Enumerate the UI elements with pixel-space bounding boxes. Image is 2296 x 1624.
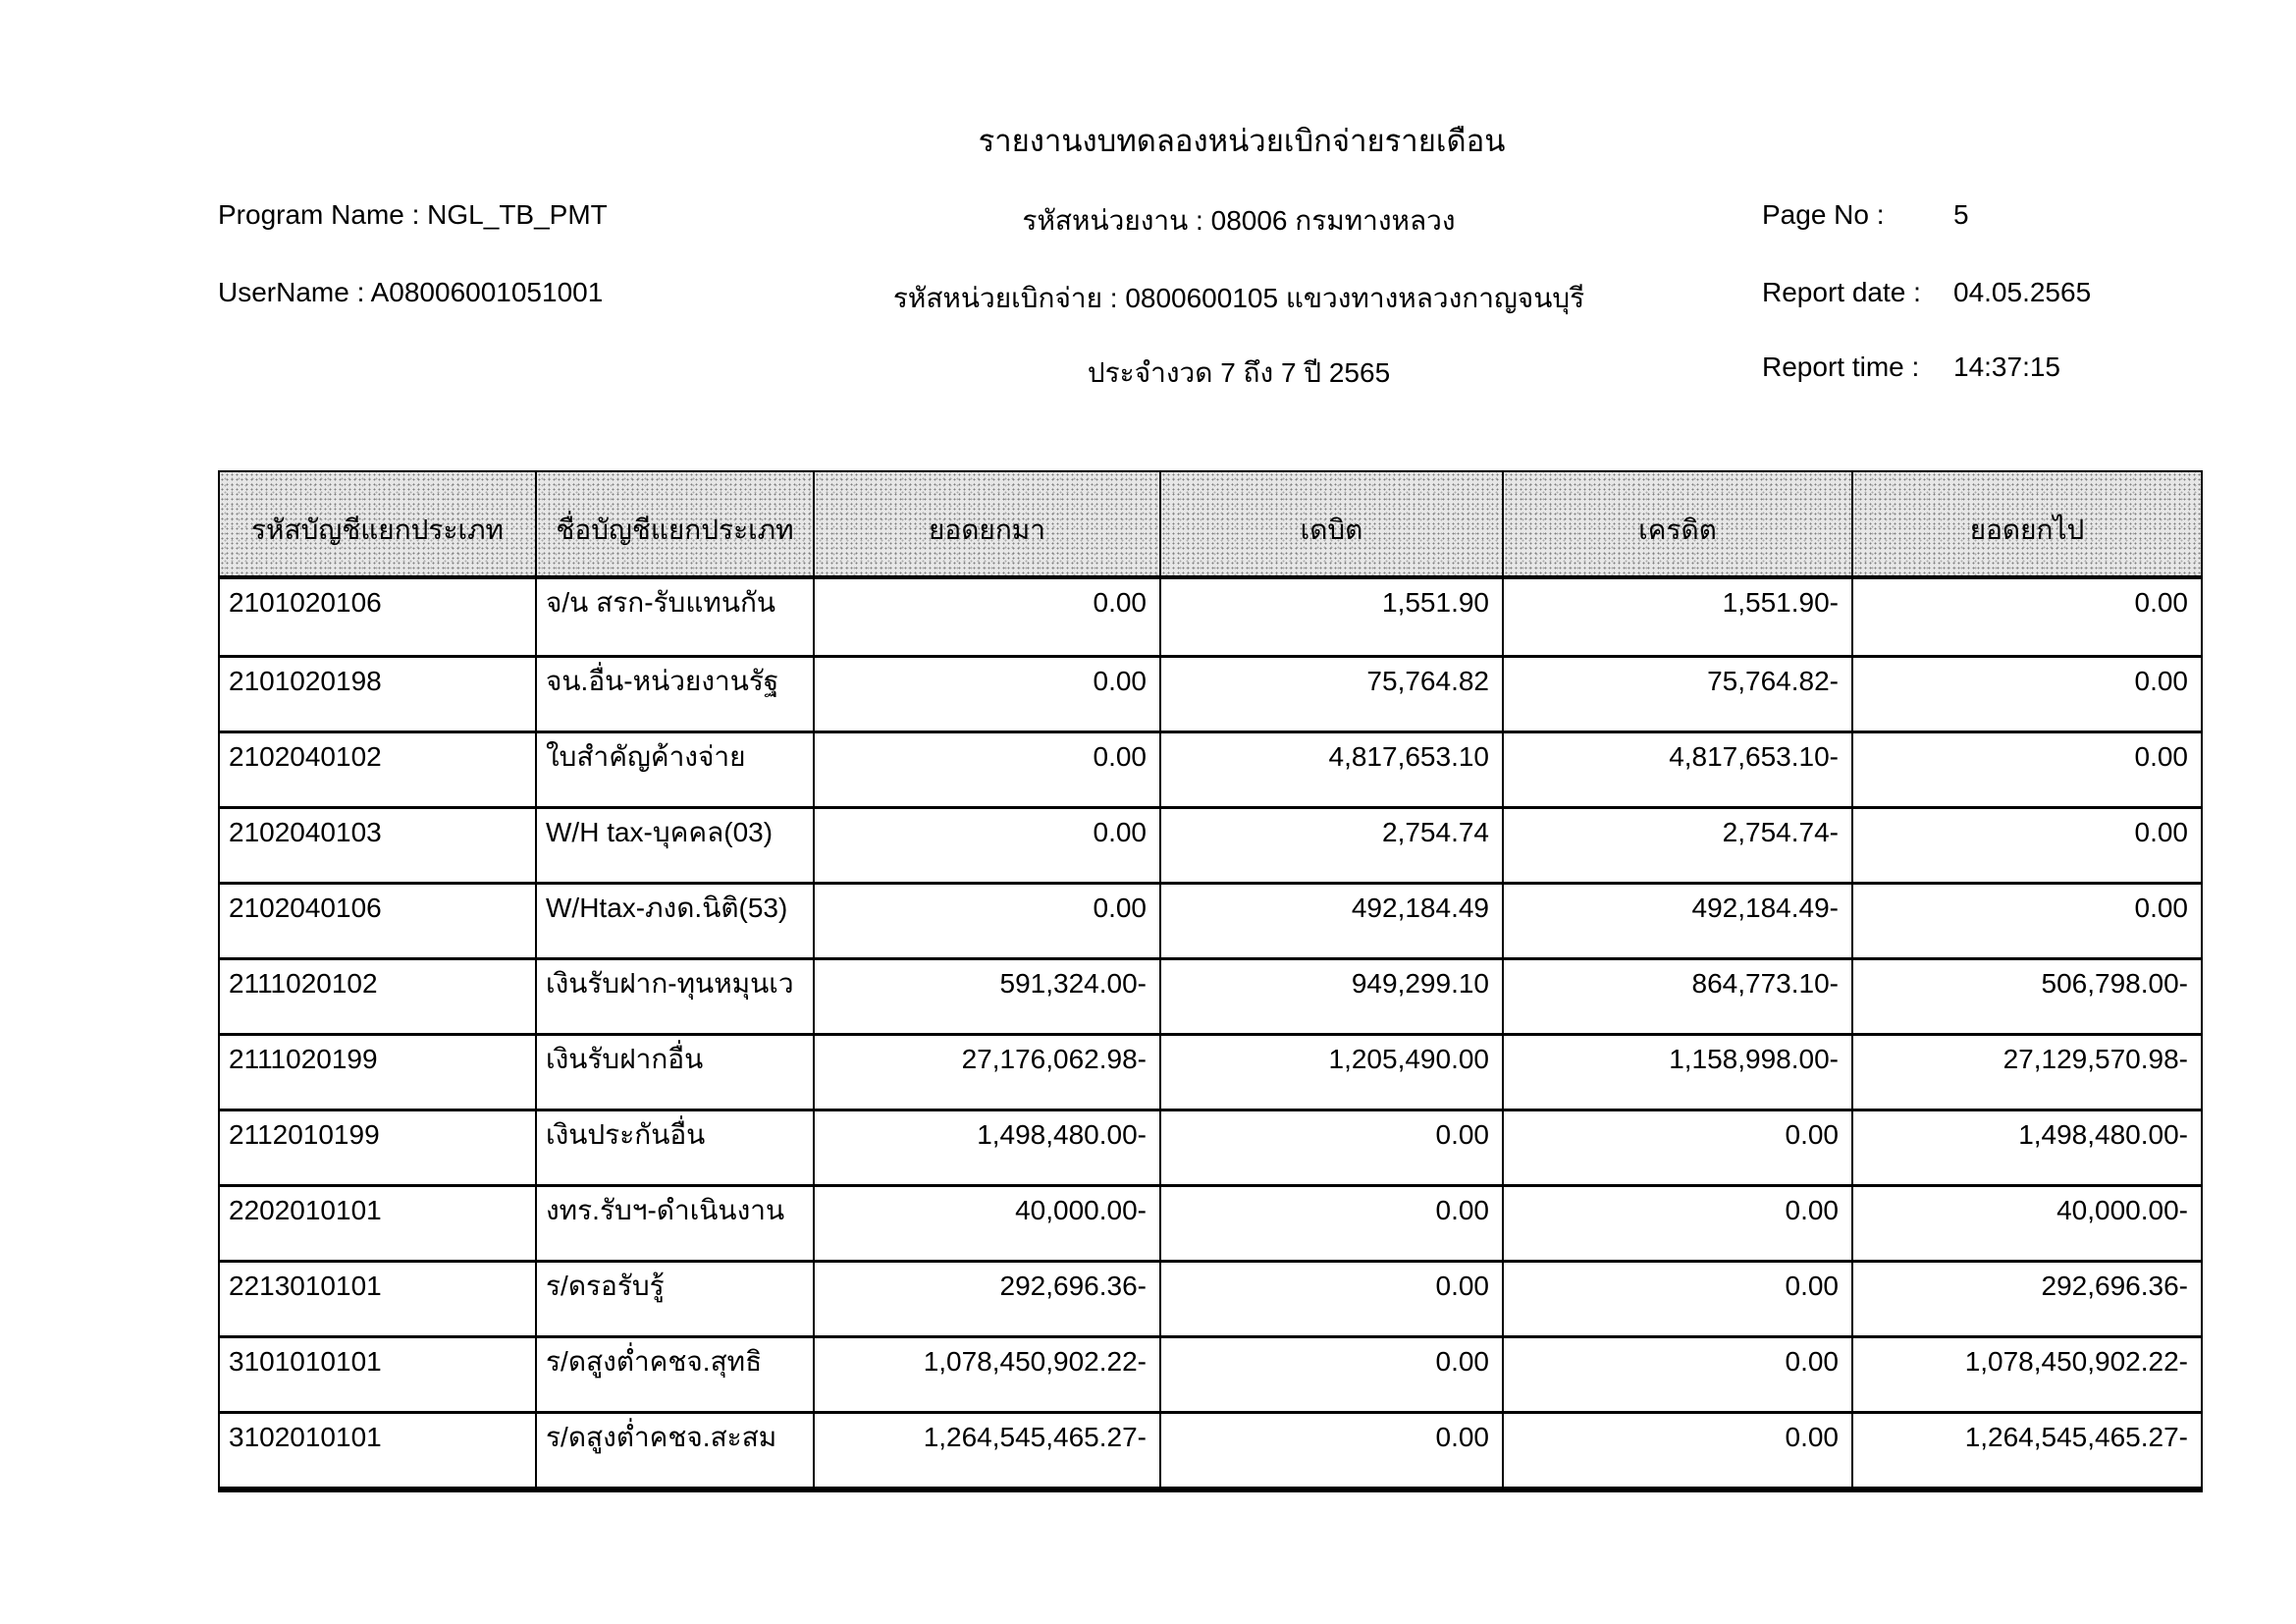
closing-balance-cell: 1,078,450,902.22-	[1964, 1346, 2188, 1377]
col-header-credit: เครดิต	[1504, 472, 1853, 575]
account-code-cell: 2111020102	[220, 960, 537, 1033]
report-time-label: Report time :	[1762, 352, 1920, 382]
agency-code: รหัสหน่วยงาน : 08006 กรมทางหลวง	[1022, 205, 1456, 236]
opening-balance-cell: 1,264,545,465.27-	[815, 1414, 1161, 1487]
account-name-cell: ร/ดรอรับรู้	[537, 1263, 815, 1335]
table-row	[220, 1335, 2201, 1411]
table-row	[220, 882, 2201, 957]
table-row	[220, 579, 2201, 655]
opening-balance-cell: 0.00	[815, 579, 1161, 655]
table-row	[220, 1184, 2201, 1260]
opening-balance-cell: 40,000.00-	[815, 1187, 1161, 1260]
credit-cell: 4,817,653.10-	[1504, 733, 1853, 806]
opening-balance-cell: 1,498,480.00-	[815, 1111, 1161, 1184]
account-code-cell: 2101020198	[220, 658, 537, 731]
opening-balance-cell: 591,324.00-	[815, 960, 1161, 1033]
debit-cell: 949,299.10	[1161, 960, 1504, 1033]
account-name-cell: เงินรับฝาก-ทุนหมุนเว	[537, 960, 815, 1033]
table-row	[220, 1109, 2201, 1184]
account-code-cell: 2102040102	[220, 733, 537, 806]
opening-balance-cell: 0.00	[815, 733, 1161, 806]
trial-balance-table	[218, 470, 2203, 1492]
col-header-opening-balance: ยอดยกมา	[815, 472, 1161, 575]
opening-balance-cell: 27,176,062.98-	[815, 1036, 1161, 1109]
debit-cell: 0.00	[1161, 1338, 1504, 1411]
debit-cell: 2,754.74	[1161, 809, 1504, 882]
page-no-label: Page No :	[1762, 199, 1885, 230]
account-name-cell: ร/ดสูงต่ำคชจ.สุทธิ	[537, 1338, 815, 1411]
closing-balance-cell: 0.00	[2134, 817, 2188, 847]
credit-cell: 1,158,998.00-	[1504, 1036, 1853, 1109]
closing-balance-cell: 506,798.00-	[2041, 968, 2188, 999]
account-code-cell: 3101010101	[220, 1338, 537, 1411]
account-code-cell: 2102040106	[220, 885, 537, 957]
col-header-debit: เดบิต	[1161, 472, 1504, 575]
closing-balance-cell: 0.00	[2134, 587, 2188, 618]
report-date-label: Report date :	[1762, 277, 1921, 307]
report-period: ประจำงวด 7 ถึง 7 ปี 2565	[1087, 357, 1391, 388]
col-header-account-code: รหัสบัญชีแยกประเภท	[220, 472, 537, 575]
account-name-cell: ร/ดสูงต่ำคชจ.สะสม	[537, 1414, 815, 1487]
table-row	[220, 957, 2201, 1033]
account-name-cell: W/Htax-ภงด.นิติ(53)	[537, 885, 815, 957]
account-code-cell: 2101020106	[220, 579, 537, 655]
opening-balance-cell: 0.00	[815, 885, 1161, 957]
credit-cell: 492,184.49-	[1504, 885, 1853, 957]
table-row	[220, 731, 2201, 806]
table-row	[220, 1033, 2201, 1109]
debit-cell: 1,205,490.00	[1161, 1036, 1504, 1109]
credit-cell: 0.00	[1504, 1414, 1853, 1487]
col-header-closing-balance: ยอดยกไป	[1853, 472, 2201, 575]
debit-cell: 0.00	[1161, 1414, 1504, 1487]
report-date-value: 04.05.2565	[1953, 277, 2092, 307]
closing-balance-cell: 27,129,570.98-	[2002, 1044, 2188, 1074]
col-header-account-name: ชื่อบัญชีแยกประเภท	[537, 472, 815, 575]
debit-cell: 1,551.90	[1161, 579, 1504, 655]
debit-cell: 492,184.49	[1161, 885, 1504, 957]
credit-cell: 75,764.82-	[1504, 658, 1853, 731]
closing-balance-cell: 292,696.36-	[2041, 1271, 2188, 1301]
credit-cell: 1,551.90-	[1504, 579, 1853, 655]
debit-cell: 75,764.82	[1161, 658, 1504, 731]
closing-balance-cell: 1,264,545,465.27-	[1964, 1422, 2188, 1452]
account-name-cell: งทร.รับฯ-ดำเนินงาน	[537, 1187, 815, 1260]
account-name-cell: W/H tax-บุคคล(03)	[537, 809, 815, 882]
account-name-cell: เงินประกันอื่น	[537, 1111, 815, 1184]
credit-cell: 0.00	[1504, 1338, 1853, 1411]
account-name-cell: เงินรับฝากอื่น	[537, 1036, 815, 1109]
debit-cell: 4,817,653.10	[1161, 733, 1504, 806]
table-header-row	[220, 472, 2201, 579]
credit-cell: 864,773.10-	[1504, 960, 1853, 1033]
credit-cell: 0.00	[1504, 1263, 1853, 1335]
program-name: Program Name : NGL_TB_PMT	[218, 199, 608, 230]
closing-balance-cell: 0.00	[2134, 666, 2188, 696]
account-name-cell: จน.อื่น-หน่วยงานรัฐ	[537, 658, 815, 731]
opening-balance-cell: 292,696.36-	[815, 1263, 1161, 1335]
debit-cell: 0.00	[1161, 1187, 1504, 1260]
report-time-value: 14:37:15	[1953, 352, 2060, 382]
opening-balance-cell: 1,078,450,902.22-	[815, 1338, 1161, 1411]
closing-balance-cell: 0.00	[2134, 893, 2188, 923]
credit-cell: 0.00	[1504, 1187, 1853, 1260]
table-body	[220, 579, 2201, 1487]
table-row	[220, 1411, 2201, 1487]
table-row	[220, 806, 2201, 882]
closing-balance-cell: 1,498,480.00-	[2018, 1119, 2188, 1150]
account-code-cell: 2112010199	[220, 1111, 537, 1184]
credit-cell: 0.00	[1504, 1111, 1853, 1184]
page-no-value: 5	[1953, 199, 1969, 230]
opening-balance-cell: 0.00	[815, 658, 1161, 731]
debit-cell: 0.00	[1161, 1263, 1504, 1335]
account-name-cell: จ/น สรก-รับแทนกัน	[537, 579, 815, 655]
account-name-cell: ใบสำคัญค้างจ่าย	[537, 733, 815, 806]
account-code-cell: 2102040103	[220, 809, 537, 882]
user-name: UserName : A08006001051001	[218, 277, 604, 307]
report-title: รายงานงบทดลองหน่วยเบิกจ่ายรายเดือน	[978, 124, 1506, 158]
account-code-cell: 2111020199	[220, 1036, 537, 1109]
closing-balance-cell: 0.00	[2134, 741, 2188, 772]
closing-balance-cell: 40,000.00-	[2056, 1195, 2188, 1225]
account-code-cell: 2213010101	[220, 1263, 537, 1335]
credit-cell: 2,754.74-	[1504, 809, 1853, 882]
table-row	[220, 655, 2201, 731]
table-row	[220, 1260, 2201, 1335]
debit-cell: 0.00	[1161, 1111, 1504, 1184]
disbursement-unit-code: รหัสหน่วยเบิกจ่าย : 0800600105 แขวงทางหลวงกาญจนบุรี	[892, 283, 1585, 313]
account-code-cell: 3102010101	[220, 1414, 537, 1487]
opening-balance-cell: 0.00	[815, 809, 1161, 882]
account-code-cell: 2202010101	[220, 1187, 537, 1260]
